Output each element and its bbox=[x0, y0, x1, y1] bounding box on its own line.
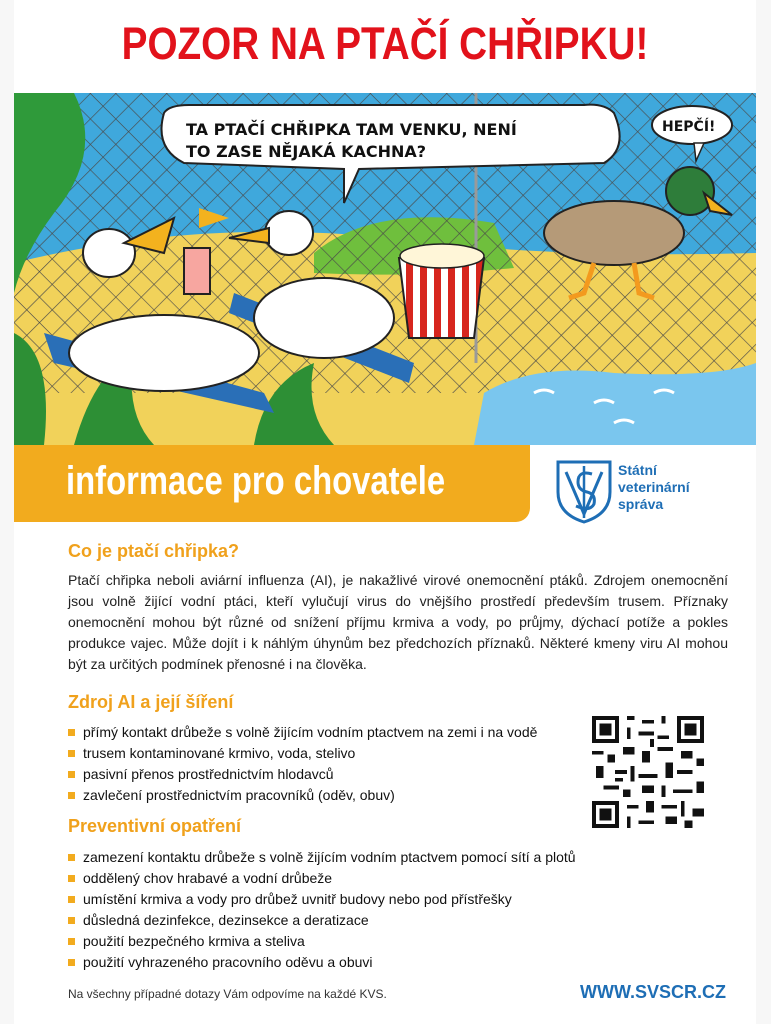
logo-line: veterinární bbox=[618, 479, 690, 495]
speech-left-line-1: TA PTAČÍ CHŘIPKA TAM VENKU, NENÍ bbox=[186, 120, 517, 139]
bullet-icon bbox=[68, 729, 75, 736]
bullet-icon bbox=[68, 750, 75, 757]
list-item: umístění krmiva a vody pro drůbež uvnitř budovy nebo pod přístřešky bbox=[68, 889, 576, 910]
list-item: pasivní přenos prostřednictvím hlodavců bbox=[68, 764, 537, 785]
footer-note: Na všechny případné dotazy Vám odpovíme na každé KVS. bbox=[68, 987, 387, 1001]
source-list bbox=[68, 722, 537, 806]
bullet-icon bbox=[68, 792, 75, 799]
list-item: zavlečení prostřednictvím pracovníků (oděv, obuv) bbox=[68, 785, 537, 806]
section-heading-what-is: Co je ptačí chřipka? bbox=[68, 541, 240, 561]
list-item: důsledná dezinfekce, dezinsekce a deratizace bbox=[68, 910, 576, 931]
bullet-icon bbox=[68, 896, 75, 903]
bullet-icon bbox=[68, 959, 75, 966]
bullet-icon bbox=[68, 854, 75, 861]
list-item: oddělený chov hrabavé a vodní drůbeže bbox=[68, 868, 576, 889]
bullet-icon bbox=[68, 771, 75, 778]
list-item: použití bezpečného krmiva a steliva bbox=[68, 931, 576, 952]
qr-code-icon bbox=[592, 716, 704, 828]
bullet-icon bbox=[68, 917, 75, 924]
svs-logo-icon bbox=[554, 458, 614, 524]
bullet-icon bbox=[68, 875, 75, 882]
cartoon-illustration bbox=[14, 93, 756, 445]
speech-left-line-2: TO ZASE NĚJAKÁ KACHNA? bbox=[186, 142, 427, 161]
logo-line: správa bbox=[618, 496, 664, 512]
logo-line: Státní bbox=[618, 462, 657, 478]
list-item: trusem kontaminované krmivo, voda, stelivo bbox=[68, 743, 537, 764]
list-item: přímý kontakt drůbeže s volně žijícím vodním ptactvem na zemi i na vodě bbox=[68, 722, 537, 743]
banner-title: informace pro chovatele bbox=[66, 459, 446, 503]
speech-right-text: HEPČÍ! bbox=[662, 119, 716, 135]
poster-sheet bbox=[14, 0, 756, 1024]
section-heading-source: Zdroj AI a její šíření bbox=[68, 692, 234, 712]
poster-headline: POZOR NA PTAČÍ CHŘIPKU! bbox=[121, 18, 649, 69]
website-link[interactable]: WWW.SVSCR.CZ bbox=[580, 982, 726, 1002]
section-heading-prevention: Preventivní opatření bbox=[68, 816, 242, 836]
section-paragraph-what-is: Ptačí chřipka neboli aviární influenza (AI), je nakažlivé virové onemocnění ptáků. Zdrojem onemocnění jsou volně žijící vodní ptáci, kteří vylučují virus do vnějšího prostředí především trusem. Příznaky onemocnění mohou být různé od snížení příjmu krmiva a vody, po průjmy, dýchací potíže a pokles produkce vajec. Může dojít i k náhlým úhynům bez předchozích příznaků. Některé kmeny viru AI mohou být za určitých podmínek přenosné i na člověka. bbox=[68, 572, 728, 672]
audience-banner bbox=[14, 445, 530, 522]
list-item: zamezení kontaktu drůbeže s volně žijícím vodním ptactvem pomocí sítí a plotů bbox=[68, 847, 576, 868]
list-item: použití vyhrazeného pracovního oděvu a obuvi bbox=[68, 952, 576, 973]
logo-wordmark bbox=[618, 462, 690, 513]
prevention-list bbox=[68, 847, 576, 973]
bullet-icon bbox=[68, 938, 75, 945]
